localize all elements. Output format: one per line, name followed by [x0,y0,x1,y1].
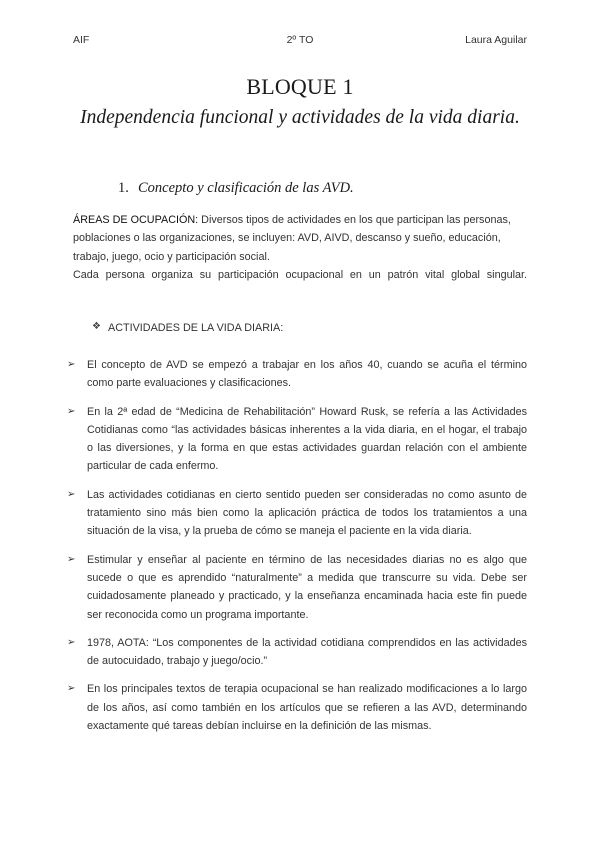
list-item-text: Las actividades cotidianas en cierto sentido pueden ser consideradas no como asunto de tratamiento sino más bien como la aplicación práctica de todos los tratamientos a una situación de la visa, y la prueba de cómo se maneja el paciente en la vida diaria. [87,488,527,538]
list-item-text: El concepto de AVD se empezó a trabajar en los años 40, cuando se acuña el término como parte evaluaciones y clasificaciones. [87,359,527,390]
header-course: 2º TO [286,34,314,46]
list-item-text: En la 2ª edad de “Medicina de Rehabilitación” Howard Rusk, se refería a las Actividades Cotidianas como “las actividades básicas inherentes a la vida diaria, en el hogar, el trabajo o las diversiones, y la forma en que estas actividades guardan relación con el ambiente particular de cada enfermo. [87,405,527,473]
intro-first-paragraph [73,211,527,266]
section-number: 1. [118,180,129,196]
list-item [67,356,527,393]
document-title: BLOQUE 1 [246,74,354,99]
arrow-bullet-icon: ➢ [67,553,76,565]
list-item-text: Estimular y enseñar al paciente en término de las necesidades diarias no es algo que sucede o que es aprendido “naturalmente” a medida que transcurre su vida. Debe ser cuidadosamente planeado y practicado, y la enseñanza encaminada hacia este fin puede ser reconocida como un programa importante. [87,553,527,621]
intro-second-paragraph: Cada persona organiza su participación ocupacional en un patrón vital global singular. [73,268,527,281]
header-subject: AIF [73,34,90,46]
bullet-list [67,356,527,745]
list-item [67,634,527,671]
intro-definition: Diversos tipos de actividades en los que participan las personas, poblaciones o las organizaciones, se incluyen: AVD, AIVD, descanso y sueño, educación, trabajo, juego, ocio y participación social. [73,214,511,263]
document-subtitle: Independencia funcional y actividades de la vida diaria. [80,107,520,128]
page-header [73,34,527,50]
arrow-bullet-icon: ➢ [67,683,76,695]
subsection-title: ACTIVIDADES DE LA VIDA DIARIA: [108,322,284,334]
arrow-bullet-icon: ➢ [67,636,76,648]
section-title: Concepto y clasificación de las AVD. [138,180,354,196]
arrow-bullet-icon: ➢ [67,359,76,370]
list-item [67,551,527,624]
intro-lead-term: ÁREAS DE OCUPACIÓN: [73,214,199,226]
list-item-text: En los principales textos de terapia ocupacional se han realizado modificaciones a lo largo de los años, así como también en los artículos que se refieren a las AVD, determinando exactamente qué tareas debían incluirse en la definición de las mismas. [87,683,527,733]
header-author: Laura Aguilar [465,34,527,46]
list-item-text: 1978, AOTA: “Los componentes de la actividad cotidiana comprendidos en las actividades de autocuidado, trabajo y juego/ocio.” [87,636,527,668]
list-item [67,486,527,541]
intro-paragraph [73,211,527,284]
arrow-bullet-icon: ➢ [67,405,76,417]
arrow-bullet-icon: ➢ [67,488,76,500]
diamond-bullet-icon: ❖ [92,321,101,332]
list-item [67,680,527,735]
list-item [67,403,527,476]
